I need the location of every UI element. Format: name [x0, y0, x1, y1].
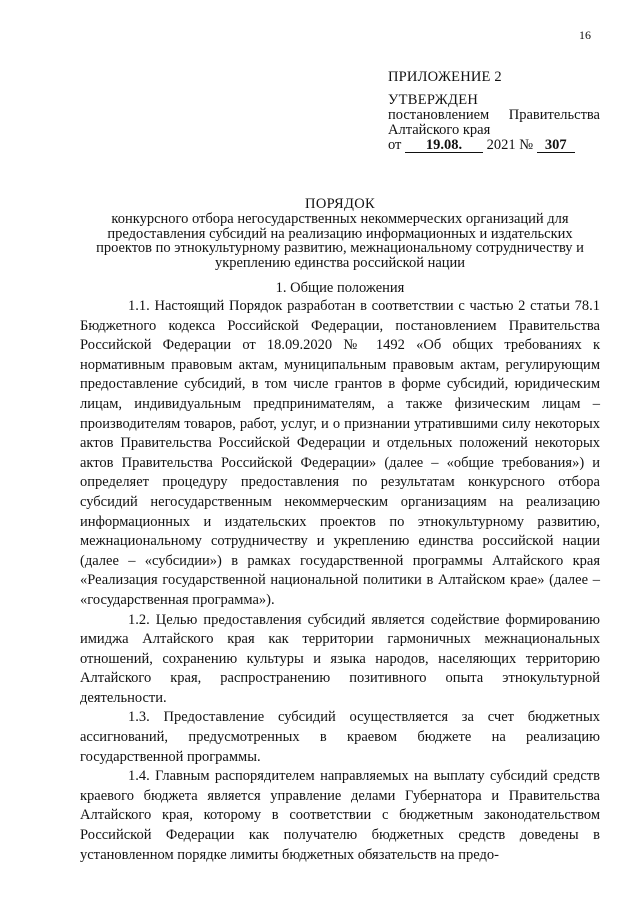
paragraph-1-1: 1.1. Настоящий Порядок разработан в соответствии с частью 2 статьи 78.1 Бюджетного кодекса Российской Федерации, постановлением Правительства Российской Федерации от 18.09.2020 № 1492 «Об общих требованиях к нормативным правовым актам, муниципальным правовым актам, регулирующим предоставление субсидий, в том числе грантов в форме субсидий, юридическим лицам, индивидуальным предпринимателям, а также физическим лицам – производителям товаров, работ, услуг, и о признании утратившими силу некоторых актов Правительства Российской Федерации и отдельных положений некоторых актов Правительства Российской Федерации» (далее – «общие требования») и определяет процедуру предоставления по результатам конкурсного отбора субсидий негосударственным некоммерческим организациям на реализацию информационных и издательских проектов по этнокультурному развитию, межнациональному сотрудничеству и укреплению единства российской нации (далее – «субсидии») в рамках государственной программы Алтайского края «Реализация государственной национальной политики в Алтайском крае» (далее – «государственная программа»).: [80, 298, 600, 608]
document-body: [80, 297, 600, 865]
document-heading: [80, 197, 600, 271]
document-subtitle: конкурсного отбора негосударственных некоммерческих организаций для предоставления субсидий на реализацию информационных и издательских проектов по этнокультурному развитию, межнациональному сотрудничеству и укреплению единства российской нации: [96, 210, 584, 272]
paragraph-1-2: 1.2. Целью предоставления субсидий является содействие формированию имиджа Алтайского края как территории гармоничных межнациональных отношений, сохранению культуры и языка народов, населяющих территорию Алтайского края, распространению позитивного опыта этнокультурной деятельности.: [80, 611, 600, 706]
decree-label: постановлением: [388, 107, 490, 123]
section-title: 1. Общие положения: [275, 280, 405, 296]
date-line: [388, 138, 600, 153]
decree-year: 2021 №: [486, 137, 534, 153]
document-title: ПОРЯДОК: [305, 196, 375, 212]
decree-number: 307: [537, 139, 575, 153]
from-label: от: [388, 137, 402, 153]
approval-block: [388, 70, 600, 153]
decree-date: 19.08.: [405, 139, 483, 153]
paragraph-1-4: 1.4. Главным распорядителем направляемых на выплату субсидий средств краевого бюджета является управление делами Губернатора и Правительства Алтайского края, которому в соответствии с бюджетным законодательством Российской Федерации как получателю бюджетных средств доведены в установленном порядке лимиты бюджетных обязательств на предо-: [80, 768, 600, 863]
approved-label: УТВЕРЖДЕН: [388, 92, 479, 108]
approval-line-1: [388, 108, 600, 123]
appendix-label: ПРИЛОЖЕНИЕ 2: [388, 69, 502, 85]
page-number: 16: [579, 28, 591, 42]
region-label: Алтайского края: [388, 122, 491, 138]
paragraph-1-3: 1.3. Предоставление субсидий осуществляется за счет бюджетных ассигнований, предусмотренных в краевом бюджете на реализацию государственной программы.: [80, 709, 600, 765]
government-label: Правительства: [508, 107, 600, 123]
